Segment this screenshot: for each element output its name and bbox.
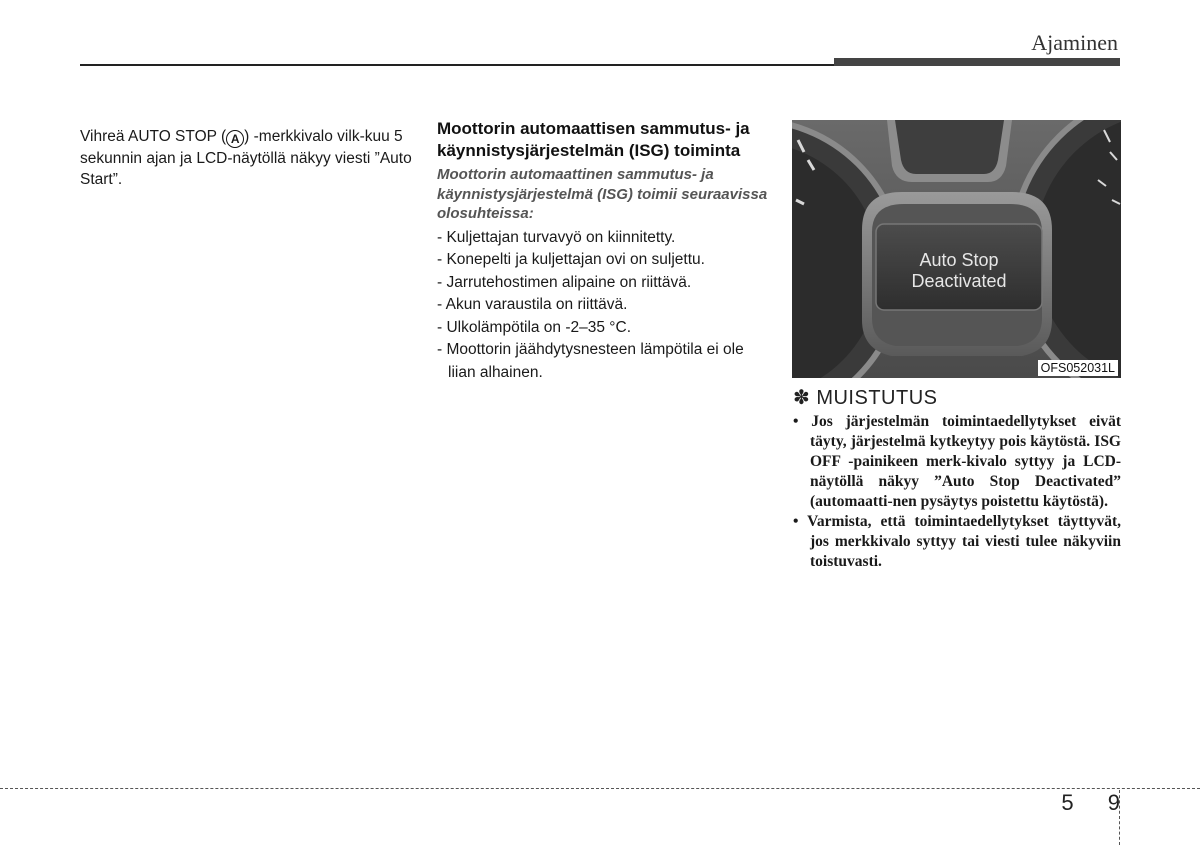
footer-rule — [0, 788, 1200, 789]
note-list — [793, 412, 1121, 572]
cluster-display-photo — [792, 120, 1121, 378]
isg-conditions-list — [437, 227, 772, 385]
header-rule — [80, 64, 840, 66]
condition-item: - Moottorin jäähdytysnesteen lämpötila ei ole liian alhainen. — [437, 341, 744, 381]
display-text-line2: Deactivated — [911, 271, 1007, 291]
condition-item: - Ulkolämpötila on -2–35 °C. — [437, 318, 632, 336]
note-heading: ✽ MUISTUTUS — [793, 387, 938, 409]
note-item: • Varmista, että toimintaedellytykset täyttyvät, jos merkkivalo syttyy tai viesti tulee näkyviin toistuvasti. — [793, 513, 1121, 570]
header-rule-accent — [834, 58, 1120, 66]
figure-caption: OFS052031L — [1038, 360, 1118, 376]
cluster-illustration — [792, 120, 1121, 378]
auto-stop-text-start: Vihreä AUTO STOP ( — [80, 128, 227, 145]
auto-stop-text-end: ) -merkkivalo vilk-kuu 5 sekunnin ajan ja LCD-näytöllä näkyy viesti ”Auto Start”. — [80, 128, 412, 188]
isg-subtitle: Moottorin automaattinen sammutus- ja käynnistysjärjestelmä (ISG) toimii seuraavissa olosuhteissa: — [437, 166, 768, 222]
isg-heading: Moottorin automaattisen sammutus- ja käynnistysjärjestelmän (ISG) toiminta — [437, 119, 750, 160]
display-text-line1: Auto Stop — [919, 250, 999, 270]
condition-item: - Akun varaustila on riittävä. — [437, 296, 628, 313]
condition-item: - Konepelti ja kuljettajan ovi on suljettu. — [437, 251, 705, 268]
isg-section — [437, 118, 772, 384]
auto-stop-text — [80, 126, 415, 190]
page-number: 5 9 — [1061, 790, 1134, 815]
condition-item: - Jarrutehostimen alipaine on riittävä. — [437, 273, 692, 291]
condition-item: - Kuljettajan turvavyö on kiinnitetty. — [437, 228, 676, 246]
chapter-title: Ajaminen — [1031, 30, 1118, 55]
note-box — [793, 386, 1121, 572]
auto-stop-icon: A — [226, 130, 244, 148]
note-item: • Jos järjestelmän toimintaedellytykset eivät täyty, järjestelmä kytkeytyy pois käytöstä. ISG OFF -painikeen merk-kivalo syttyy ja LCD-näytöllä näkyy ”Auto Stop Deactivated” (automaatti-nen pysäytys poistettu käytöstä). — [793, 413, 1121, 510]
